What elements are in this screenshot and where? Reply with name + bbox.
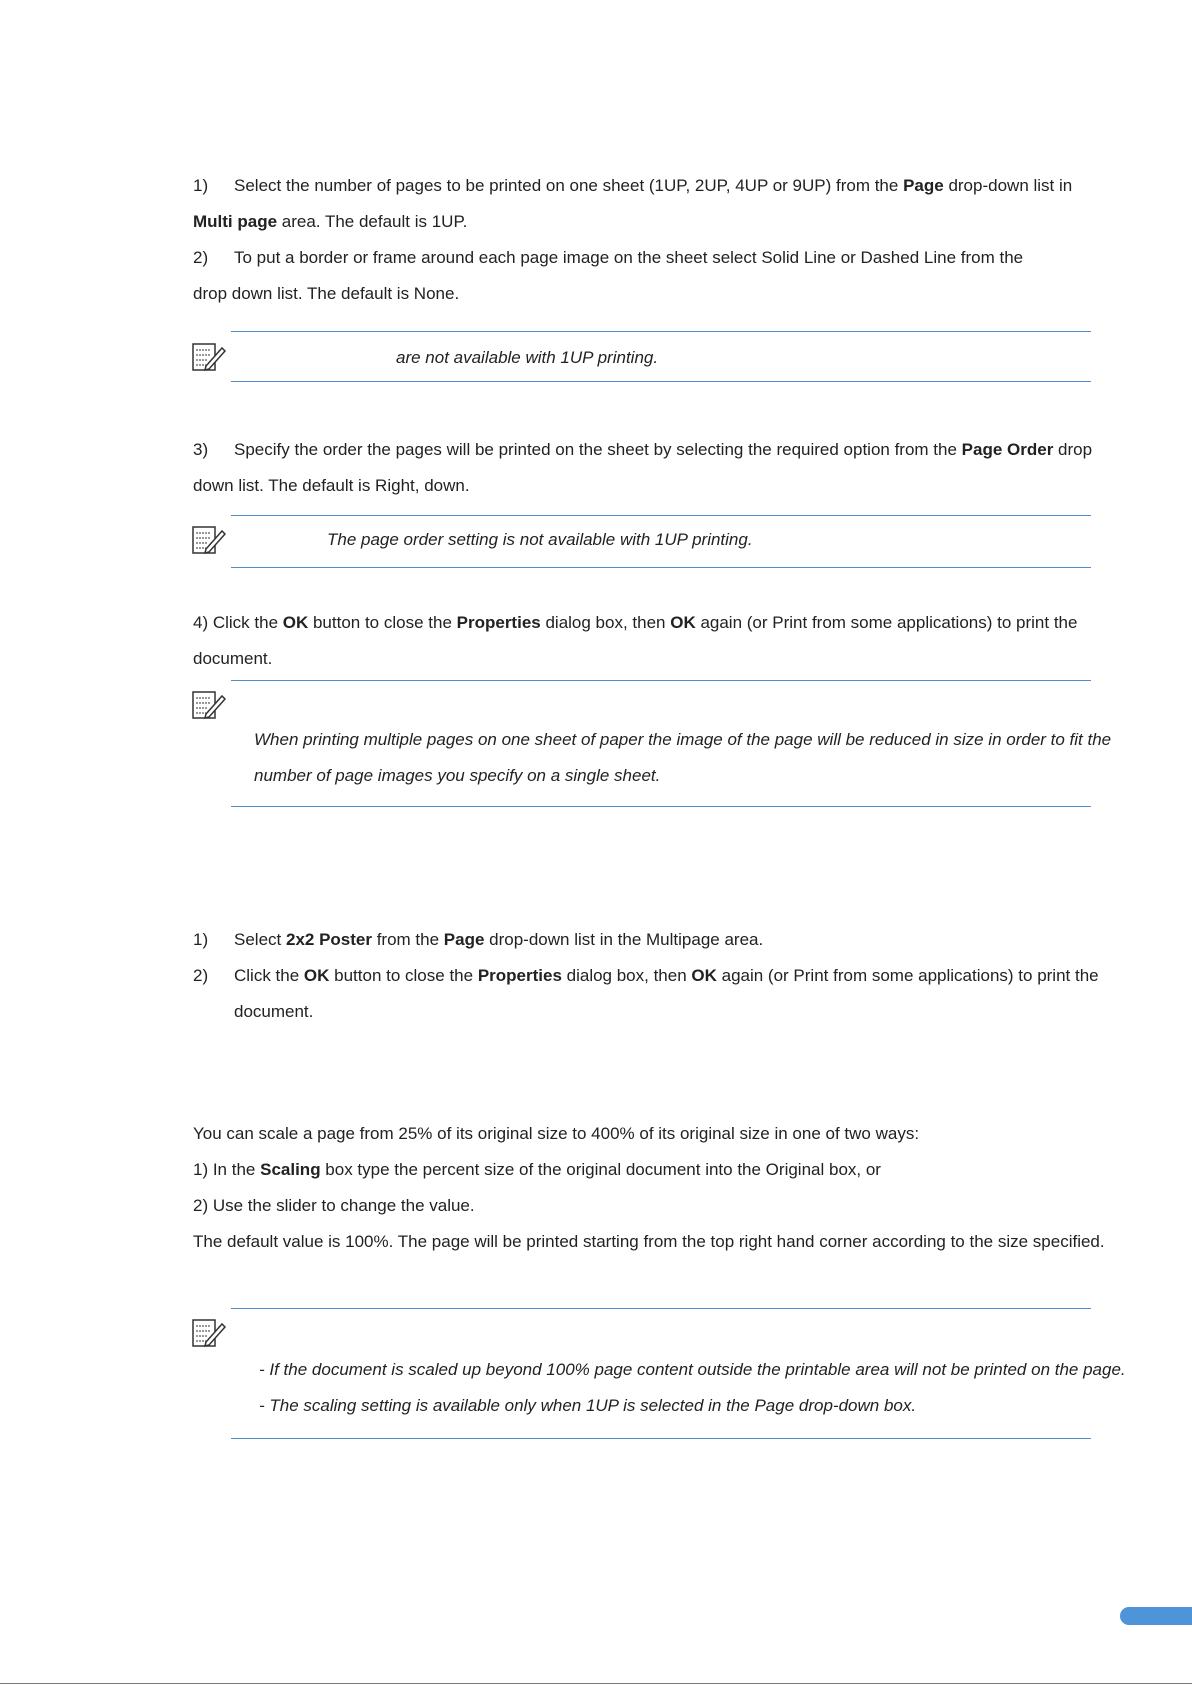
text: drop-down list in the Multipage area. (484, 930, 764, 949)
text: Specify the order the pages will be printed on the sheet by selecting the required option from the (234, 440, 962, 459)
note-top-rule (231, 515, 1091, 516)
text: dialog box, then (561, 966, 692, 985)
note-bottom-rule (231, 1438, 1091, 1439)
note-bottom-rule (231, 806, 1091, 807)
page-tab (1120, 1607, 1192, 1625)
paragraph-line: drop down list. The default is None. (193, 284, 460, 303)
list-number: 1) (193, 176, 209, 195)
paragraph-line (234, 176, 1072, 196)
bold-text: Page (903, 176, 944, 195)
note-pencil-icon (192, 690, 226, 722)
paragraph-line (234, 966, 1099, 986)
paragraph-line (234, 930, 763, 950)
paragraph-line: To put a border or frame around each page image on the sheet select Solid Line or Dashed Line from the (234, 248, 1024, 267)
text: 1) In the (193, 1160, 261, 1179)
text: from the (371, 930, 444, 949)
bold-text: Scaling (260, 1160, 321, 1179)
text: 4) Click the (193, 613, 283, 632)
bold-text: Page Order (961, 440, 1054, 459)
bold-text: OK (303, 966, 330, 985)
note-top-rule (231, 680, 1091, 681)
paragraph-line: document. (234, 1002, 314, 1021)
bold-text: 2x2 Poster (285, 930, 372, 949)
paragraph-line: document. (193, 649, 273, 668)
note-text: number of page images you specify on a single sheet. (254, 766, 661, 785)
note-pencil-icon (192, 525, 226, 557)
bold-text: OK (282, 613, 309, 632)
paragraph-line: 2) Use the slider to change the value. (193, 1196, 475, 1215)
paragraph-line (234, 440, 1092, 460)
list-number: 3) (193, 440, 209, 459)
bold-text: Multi page (193, 212, 278, 231)
note-pencil-icon (192, 1318, 226, 1350)
list-number: 2) (193, 966, 209, 985)
text: Click the (234, 966, 304, 985)
note-text: are not available with 1UP printing. (396, 348, 659, 367)
bold-text: OK (691, 966, 717, 985)
paragraph-line (193, 212, 467, 232)
list-number: 1) (193, 930, 209, 949)
paragraph-line (193, 1160, 881, 1180)
text: again (or Print from some applications) to print the (695, 613, 1078, 632)
note-text: When printing multiple pages on one sheet of paper the image of the page will be reduced in size in order to fit the (254, 730, 1112, 749)
note-text: The page order setting is not available with 1UP printing. (327, 530, 753, 549)
note-top-rule (231, 331, 1091, 332)
bold-text: Properties (456, 613, 541, 632)
footer-rule (0, 1683, 1192, 1684)
paragraph-line: The default value is 100%. The page will be printed starting from the top right hand corner according to the size specified. (193, 1232, 1105, 1251)
note-top-rule (231, 1308, 1091, 1309)
bold-text: Properties (477, 966, 562, 985)
bold-text: Page (443, 930, 485, 949)
text: drop-down list in (943, 176, 1073, 195)
bold-text: OK (670, 613, 696, 632)
note-text: - The scaling setting is available only when 1UP is selected in the Page drop-down box. (259, 1396, 917, 1415)
text: area. The default is 1UP. (277, 212, 468, 231)
text: dialog box, then (540, 613, 671, 632)
note-bottom-rule (231, 381, 1091, 382)
list-number: 2) (193, 248, 209, 267)
note-text: - If the document is scaled up beyond 100% page content outside the printable area will not be printed on the page. (259, 1360, 1126, 1379)
text: again (or Print from some applications) to print the (716, 966, 1099, 985)
note-pencil-icon (192, 342, 226, 374)
paragraph-line: down list. The default is Right, down. (193, 476, 470, 495)
paragraph-line: You can scale a page from 25% of its original size to 400% of its original size in one of two ways: (193, 1124, 920, 1143)
text: box type the percent size of the original document into the Original box, or (320, 1160, 881, 1179)
text: button to close the (329, 966, 478, 985)
text: drop (1053, 440, 1093, 459)
text: Select the number of pages to be printed on one sheet (1UP, 2UP, 4UP or 9UP) from the (234, 176, 904, 195)
paragraph-line (193, 613, 1077, 633)
text: Select (234, 930, 286, 949)
note-bottom-rule (231, 567, 1091, 568)
text: button to close the (308, 613, 457, 632)
